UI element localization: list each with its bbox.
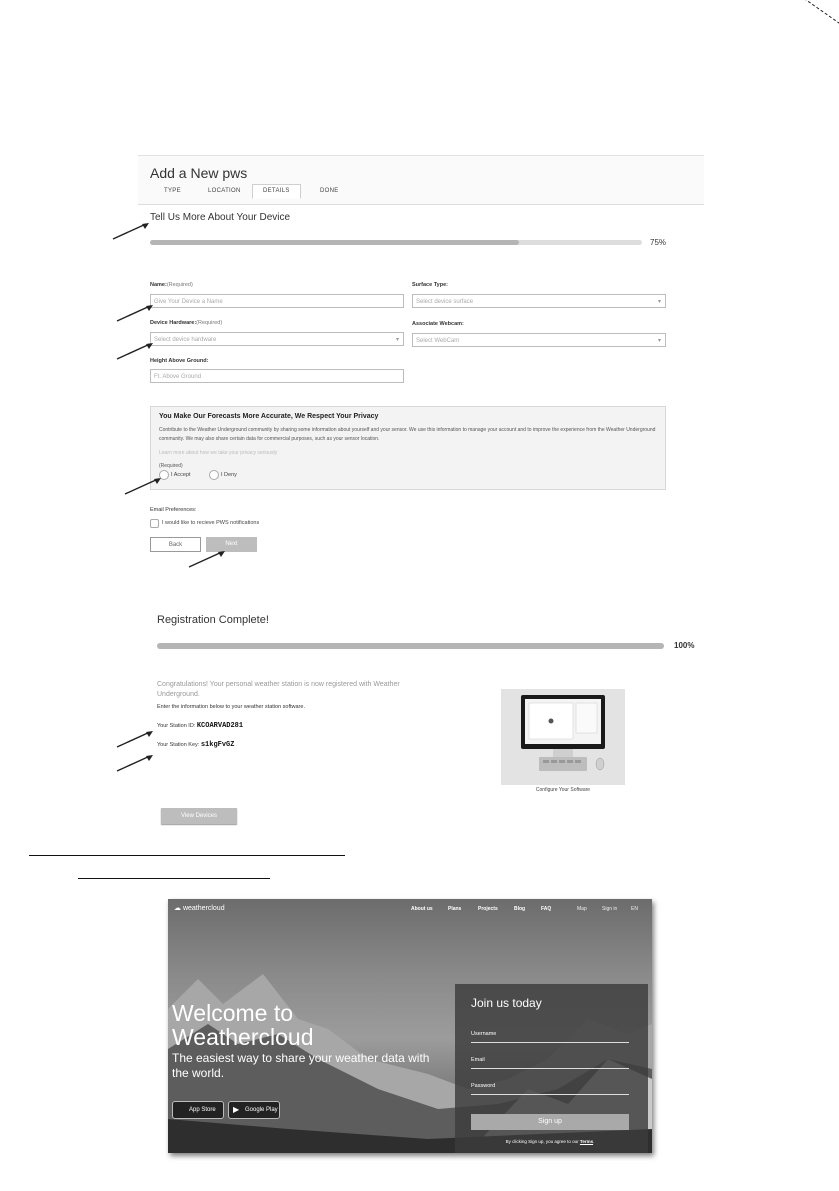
progress-bar: [150, 240, 642, 245]
arrow-icon: [116, 304, 154, 322]
nav-about[interactable]: About us: [411, 906, 433, 912]
tab-done[interactable]: DONE: [320, 188, 339, 194]
form-header: [138, 155, 704, 205]
progress-fill: [150, 240, 519, 245]
arrow-icon: [188, 550, 226, 568]
hardware-label: Device Hardware:(Required): [150, 320, 223, 326]
chevron-down-icon: ▾: [657, 338, 661, 344]
password-input[interactable]: Password: [471, 1083, 629, 1095]
hardware-select[interactable]: Select device hardware ▾: [150, 332, 404, 346]
deny-label: I Deny: [221, 472, 237, 478]
nav-faq[interactable]: FAQ: [541, 906, 552, 912]
software-illustration: [501, 689, 625, 785]
nav-map[interactable]: Map: [577, 906, 587, 912]
view-devices-button[interactable]: View Devices: [161, 808, 237, 824]
nav-blog[interactable]: Blog: [514, 906, 526, 912]
nav-plans[interactable]: Plans: [448, 906, 462, 912]
back-button[interactable]: Back: [150, 537, 201, 552]
join-title: Join us today: [471, 996, 542, 1010]
google-play-badge[interactable]: ▶ Google Play: [228, 1101, 280, 1119]
station-id-value: KCOARVAD281: [196, 722, 244, 730]
progress-label: 75%: [650, 238, 667, 247]
height-label: Height Above Ground:: [150, 358, 209, 364]
software-caption: Configure Your Software: [535, 787, 591, 793]
surface-select[interactable]: Select device surface ▾: [412, 294, 666, 308]
join-panel: [455, 984, 648, 1153]
computer-icon: [501, 689, 625, 785]
terms-link[interactable]: Terms: [579, 1139, 594, 1144]
surface-label: Surface Type:: [412, 282, 448, 288]
arrow-icon: [112, 222, 150, 240]
privacy-required: (Required): [159, 463, 183, 469]
app-store-badge[interactable]: App Store: [172, 1101, 224, 1119]
welcome-heading: Welcome to Weathercloud: [172, 1000, 314, 1050]
accept-label: I Accept: [171, 472, 191, 478]
divider-line: [78, 878, 270, 879]
terms-text: By clicking Sign up, you agree to our Terms.: [505, 1139, 595, 1144]
webcam-label: Associate Webcam:: [412, 321, 464, 327]
chevron-down-icon: ▾: [395, 337, 399, 343]
form-title: Add a New pws: [150, 165, 248, 181]
registration-progress-label: 100%: [674, 641, 695, 650]
webcam-select[interactable]: Select WebCam ▾: [412, 333, 666, 347]
email-input[interactable]: Email: [471, 1057, 629, 1069]
privacy-link[interactable]: Learn more about how we take your privacy seriously: [159, 450, 278, 456]
add-pws-form: [138, 155, 704, 595]
arrow-icon: [116, 730, 154, 748]
signup-button[interactable]: Sign up: [471, 1114, 629, 1130]
arrow-icon: [116, 342, 154, 360]
cloud-icon: ☁: [174, 905, 181, 912]
privacy-heading: You Make Our Forecasts More Accurate, We Respect Your Privacy: [159, 413, 379, 420]
registration-title: Registration Complete!: [157, 614, 269, 626]
station-id: Your Station ID: KCOARVAD281: [157, 722, 244, 730]
station-key-value: s1kgFvGZ: [200, 741, 235, 749]
progress-fill: [157, 643, 664, 649]
weathercloud-logo[interactable]: ☁ weathercloud: [174, 905, 225, 912]
notifications-checkbox[interactable]: [150, 519, 159, 528]
nav-projects[interactable]: Projects: [478, 906, 498, 912]
name-label: Name:(Required): [150, 282, 193, 288]
deny-radio[interactable]: [209, 470, 219, 480]
height-input[interactable]: Ft. Above Ground: [150, 369, 404, 383]
section-title: Tell Us More About Your Device: [150, 212, 291, 223]
name-input[interactable]: Give Your Device a Name: [150, 294, 404, 308]
email-pref-label: Email Preferences:: [150, 507, 197, 513]
arrow-icon: [124, 477, 162, 495]
privacy-panel: [150, 406, 666, 490]
congrats-text: Congratulations! Your personal weather station is now registered with Weather Underground.: [157, 681, 400, 698]
tab-type[interactable]: TYPE: [164, 188, 181, 194]
arrow-icon: [116, 754, 154, 772]
tagline: The easiest way to share your weather data with the world.: [172, 1051, 430, 1080]
tab-location[interactable]: LOCATION: [208, 188, 241, 194]
notifications-label: I would like to recieve PWS notifications: [162, 520, 260, 526]
divider-line: [29, 855, 345, 856]
station-key: Your Station Key: s1kgFvGZ: [157, 741, 235, 749]
play-icon: ▶: [233, 1105, 240, 1114]
next-button[interactable]: Next: [206, 537, 257, 552]
tab-details[interactable]: DETAILS: [252, 184, 301, 199]
weathercloud-screenshot: [168, 899, 652, 1153]
username-input[interactable]: Username: [471, 1031, 629, 1043]
registration-progress-bar: [157, 643, 664, 649]
chevron-down-icon: ▾: [657, 299, 661, 305]
privacy-text: Contribute to the Weather Underground community by sharing some information about yourself and your sensor. We use this information to manage your account and to improve the experience from the Weather Underground community. We may also share certain data for commercial purposes, such as your sensor location.: [159, 427, 656, 442]
corner-cut-mark: [787, 0, 839, 39]
enter-info-text: Enter the information below to your weather station software.: [157, 704, 305, 710]
nav-signin[interactable]: Sign in: [602, 906, 618, 912]
nav-language[interactable]: EN: [631, 906, 638, 912]
